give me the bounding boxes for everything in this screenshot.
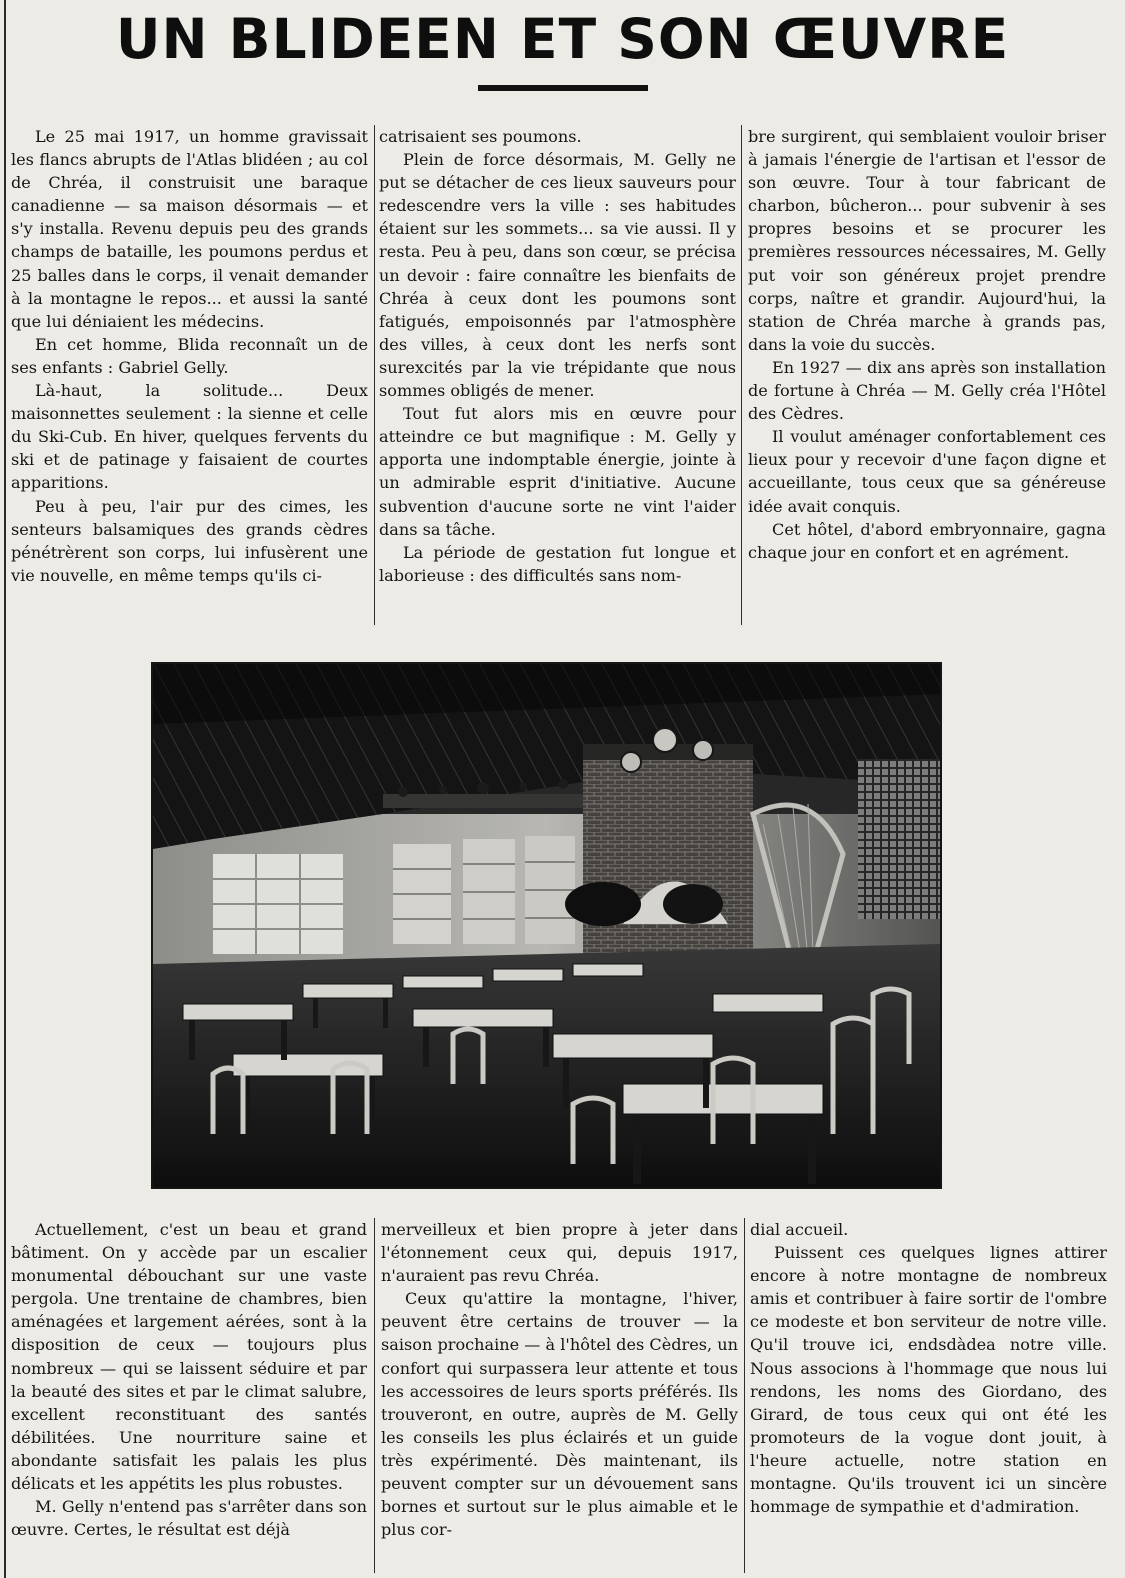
top-column-1 <box>11 125 368 625</box>
page-edge-rule <box>4 0 6 1578</box>
bottom-column-2 <box>381 1218 738 1573</box>
article-title: UN BLIDEEN ET SON ŒUVRE <box>115 7 1010 71</box>
top-column-3 <box>748 125 1106 625</box>
bottom-column-1 <box>11 1218 367 1573</box>
paragraph: La période de gestation fut longue et laborieuse : des difficultés sans nom- <box>379 542 736 585</box>
paragraph: Actuellement, c'est un beau et grand bâtiment. On y accède par un escalier monumental débouchant sur une vaste pergola. Une trentaine de chambres, bien aménagées et largement aérées, sont à la disposition de ceux — toujours plus nombreux — qui se laissent séduire et par la beauté des sites et par le climat salubre, excellent reconstituant des santés débilitées. Une nourriture saine et abondante satisfait les palais les plus délicats et les appétits les plus robustes. <box>11 1220 367 1494</box>
paragraph: Cet hôtel, d'abord embryonnaire, gagna chaque jour en confort et en agrément. <box>748 519 1106 562</box>
column-divider <box>741 125 742 625</box>
paragraph: Il voulut aménager confortablement ces lieux pour y recevoir d'une façon digne et accueillante, tous ceux que sa généreuse idée avait conquis. <box>748 427 1106 516</box>
top-column-2 <box>379 125 736 625</box>
paragraph: Ceux qu'attire la montagne, l'hiver, peuvent être certains de trouver — la saison prochaine — à l'hôtel des Cèdres, un confort qui surpassera leur attente et tous les accessoires de leurs sports préférés. Ils trouveront, en outre, auprès de M. Gelly les conseils les plus éclairés et un guide très expérimenté. Dès maintenant, ils peuvent compter sur un dévouement sans bornes et surtout sur le plus aimable et le plus cor- <box>381 1289 738 1540</box>
hotel-dining-room-photo <box>151 662 942 1189</box>
paragraph: catrisaient ses poumons. <box>379 127 582 146</box>
column-divider <box>744 1218 745 1573</box>
paragraph: bre surgirent, qui semblaient vouloir briser à jamais l'énergie de l'artisan et l'essor de son œuvre. Tour à tour fabricant de charbon, bûcheron... pour subvenir à ses propres besoins et se procurer les premières ressources nécessaires, M. Gelly put voir son généreux projet prendre corps, naître et grandir. Aujourd'hui, la station de Chréa marche à grands pas, dans la voie du succès. <box>748 127 1106 354</box>
paragraph: dial accueil. <box>750 1220 849 1239</box>
paragraph: M. Gelly n'entend pas s'arrêter dans son œuvre. Certes, le résultat est déjà <box>11 1497 367 1540</box>
column-divider <box>374 1218 375 1573</box>
title-underline <box>478 85 648 91</box>
column-divider <box>374 125 375 625</box>
paragraph: Peu à peu, l'air pur des cimes, les senteurs balsamiques des grands cèdres pénétrèrent son corps, lui infusèrent une vie nouvelle, en même temps qu'ils ci- <box>11 496 368 585</box>
paragraph: Là-haut, la solitude... Deux maisonnettes seulement : la sienne et celle du Ski-Cub. En hiver, quelques fervents du ski et de patinage y faisaient de courtes apparitions. <box>11 381 368 493</box>
paragraph: En cet homme, Blida reconnaît un de ses enfants : Gabriel Gelly. <box>11 334 368 377</box>
paragraph: merveilleux et bien propre à jeter dans l'étonnement ceux qui, depuis 1917, n'auraient pas revu Chréa. <box>381 1220 738 1286</box>
paragraph: En 1927 — dix ans après son installation de fortune à Chréa — M. Gelly créa l'Hôtel des Cèdres. <box>748 357 1106 424</box>
paragraph: Plein de force désormais, M. Gelly ne put se détacher de ces lieux sauveurs pour redescendre vers la ville : ses habitudes étaient sur les sommets... sa vie aussi. Il y resta. Peu à peu, dans son cœur, se précisa un devoir : faire connaître les bienfaits de Chréa à ceux dont les poumons sont fatigués, empoisonnés par l'atmosphère des villes, à ceux dont les nerfs sont surexcités par la vie trépidante que nous sommes obligés de mener. <box>379 150 736 401</box>
paragraph: Puissent ces quelques lignes attirer encore à notre montagne de nombreux amis et contribuer à faire sortir de l'ombre ce modeste et bon serviteur de notre ville. Qu'il trouve ici, endsdàdea notre ville. Nous associons à l'hommage que nous lui rendons, les noms des Giordano, des Girard, de tous ceux qui ont été les promoteurs de la vogue dont jouit, à l'heure actuelle, notre station en montagne. Qu'ils trouvent ici un sincère hommage de sympathie et d'admiration. <box>750 1243 1107 1517</box>
bottom-column-3 <box>750 1218 1107 1573</box>
photo-illustration <box>153 664 940 1187</box>
paragraph: Tout fut alors mis en œuvre pour atteindre ce but magnifique : M. Gelly y apporta une indomptable énergie, jointe à un admirable esprit d'initiative. Aucune subvention d'aucune sorte ne vint l'aider dans sa tâche. <box>379 404 736 539</box>
paragraph: Le 25 mai 1917, un homme gravissait les flancs abrupts de l'Atlas blidéen ; au col de Chréa, il construisit une baraque canadienne — sa maison désormais — et s'y installa. Revenu depuis peu des grands champs de bataille, les poumons perdus et 25 balles dans le corps, il venait demander à la montagne le repos... et aussi la santé que lui déniaient les médecins. <box>11 127 368 331</box>
